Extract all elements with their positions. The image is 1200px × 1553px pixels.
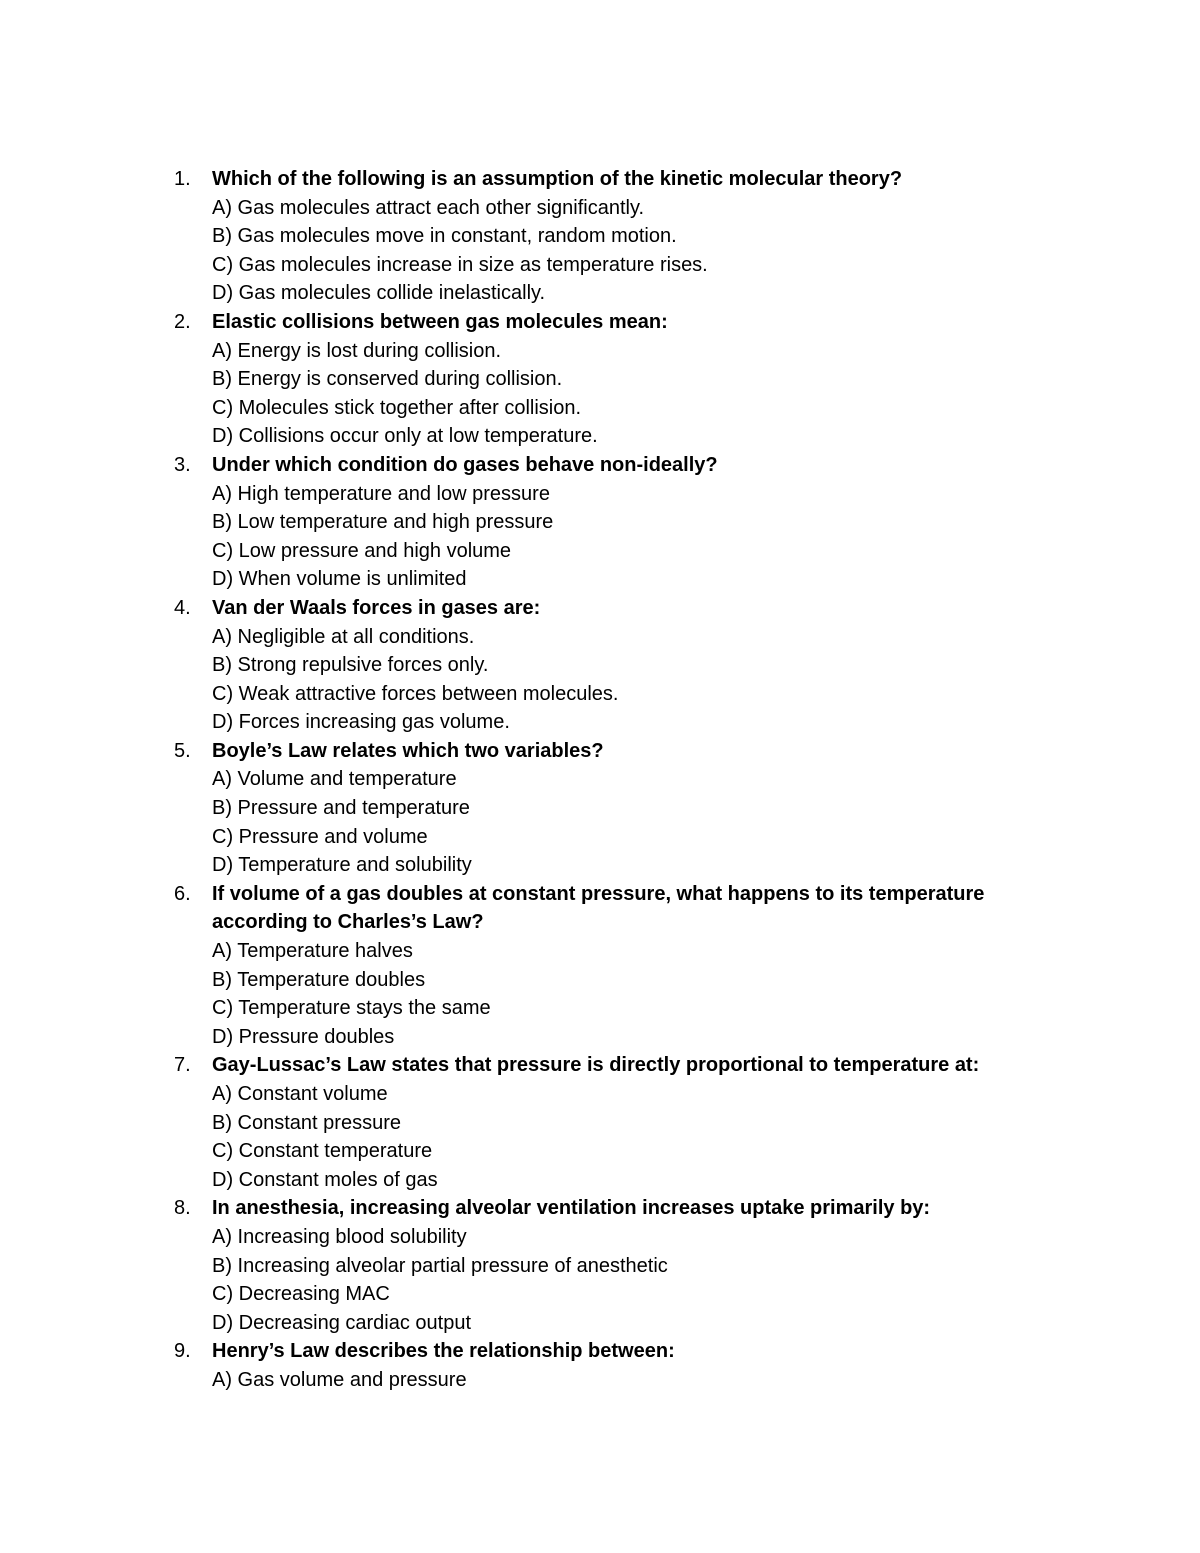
- option-a: A) High temperature and low pressure: [212, 482, 550, 505]
- question-1-line: [0, 165, 1200, 194]
- question-text: In anesthesia, increasing alveolar ventilation increases uptake primarily by:: [212, 1197, 931, 1220]
- question-8: [0, 1194, 1200, 1337]
- question-5: [0, 737, 1200, 880]
- question-text: Elastic collisions between gas molecules mean:: [212, 310, 668, 333]
- question-9-line: [0, 1337, 1200, 1366]
- question-6-line: [0, 880, 1200, 937]
- option-d: D) Temperature and solubility: [212, 854, 472, 877]
- question-number: 3.: [174, 453, 191, 476]
- option-a: A) Constant volume: [212, 1083, 388, 1105]
- option-c: C) Decreasing MAC: [212, 1283, 390, 1306]
- option-d: D) Collisions occur only at low temperature.: [212, 425, 598, 448]
- option-b: B) Gas molecules move in constant, random motion.: [212, 225, 677, 248]
- question-text: Van der Waals forces in gases are:: [212, 596, 541, 619]
- question-9: [0, 1337, 1200, 1394]
- question-4-line: [0, 594, 1200, 623]
- option-d: D) Pressure doubles: [212, 1025, 395, 1048]
- question-number: 6.: [174, 882, 191, 905]
- question-6: [0, 880, 1200, 1052]
- option-a: A) Gas volume and pressure: [212, 1368, 467, 1391]
- option-c: C) Constant temperature: [212, 1140, 433, 1163]
- question-8-line: [0, 1194, 1200, 1223]
- question-text: Henry’s Law describes the relationship between:: [212, 1340, 675, 1363]
- question-1: [0, 165, 1200, 308]
- option-b: B) Pressure and temperature: [212, 797, 470, 820]
- option-b: B) Low temperature and high pressure: [212, 511, 554, 534]
- question-text: Under which condition do gases behave non-ideally?: [212, 453, 718, 476]
- question-text: Which of the following is an assumption of the kinetic molecular theory?: [212, 168, 903, 190]
- option-a: A) Increasing blood solubility: [212, 1225, 467, 1248]
- question-text: Gay-Lussac’s Law states that pressure is directly proportional to temperature at:: [212, 1054, 980, 1077]
- question-number: 9.: [174, 1340, 191, 1363]
- question-3-line: [0, 451, 1200, 480]
- option-a: A) Temperature halves: [212, 940, 413, 963]
- option-a: A) Gas molecules attract each other significantly.: [212, 196, 645, 219]
- question-4: [0, 594, 1200, 737]
- question-number: 4.: [174, 596, 191, 619]
- question-list: [0, 165, 1200, 1395]
- question-number: 2.: [174, 310, 191, 333]
- question-number: 5.: [174, 739, 191, 762]
- option-d: D) Forces increasing gas volume.: [212, 711, 510, 734]
- option-b: B) Constant pressure: [212, 1111, 401, 1134]
- question-number: 7.: [174, 1054, 191, 1077]
- option-c: C) Low pressure and high volume: [212, 539, 512, 562]
- question-number: 8.: [174, 1197, 191, 1220]
- question-7-line: [0, 1051, 1200, 1080]
- option-d: D) Gas molecules collide inelastically.: [212, 282, 546, 305]
- option-b: B) Temperature doubles: [212, 968, 426, 991]
- option-a: A) Energy is lost during collision.: [212, 339, 502, 362]
- option-c: C) Gas molecules increase in size as temperature rises.: [212, 253, 708, 276]
- question-text: Boyle’s Law relates which two variables?: [212, 739, 604, 762]
- option-d: D) Constant moles of gas: [212, 1168, 438, 1191]
- question-7: [0, 1051, 1200, 1194]
- option-b: B) Increasing alveolar partial pressure of anesthetic: [212, 1254, 668, 1277]
- option-c: C) Pressure and volume: [212, 825, 428, 848]
- option-b: B) Energy is conserved during collision.: [212, 368, 563, 391]
- option-d: D) Decreasing cardiac output: [212, 1311, 472, 1334]
- question-3: [0, 451, 1200, 594]
- option-c: C) Molecules stick together after collision.: [212, 396, 582, 419]
- question-2-line: [0, 308, 1200, 337]
- question-2: [0, 308, 1200, 451]
- option-a: A) Negligible at all conditions.: [212, 625, 475, 648]
- option-a: A) Volume and temperature: [212, 768, 457, 791]
- option-c: C) Weak attractive forces between molecules.: [212, 682, 619, 705]
- option-d: D) When volume is unlimited: [212, 568, 467, 591]
- question-5-line: [0, 737, 1200, 766]
- option-c: C) Temperature stays the same: [212, 997, 491, 1020]
- option-b: B) Strong repulsive forces only.: [212, 654, 489, 677]
- question-text: If volume of a gas doubles at constant pressure, what happens to its temperature according to Charles’s Law?: [212, 882, 985, 934]
- question-number: 1.: [174, 168, 191, 190]
